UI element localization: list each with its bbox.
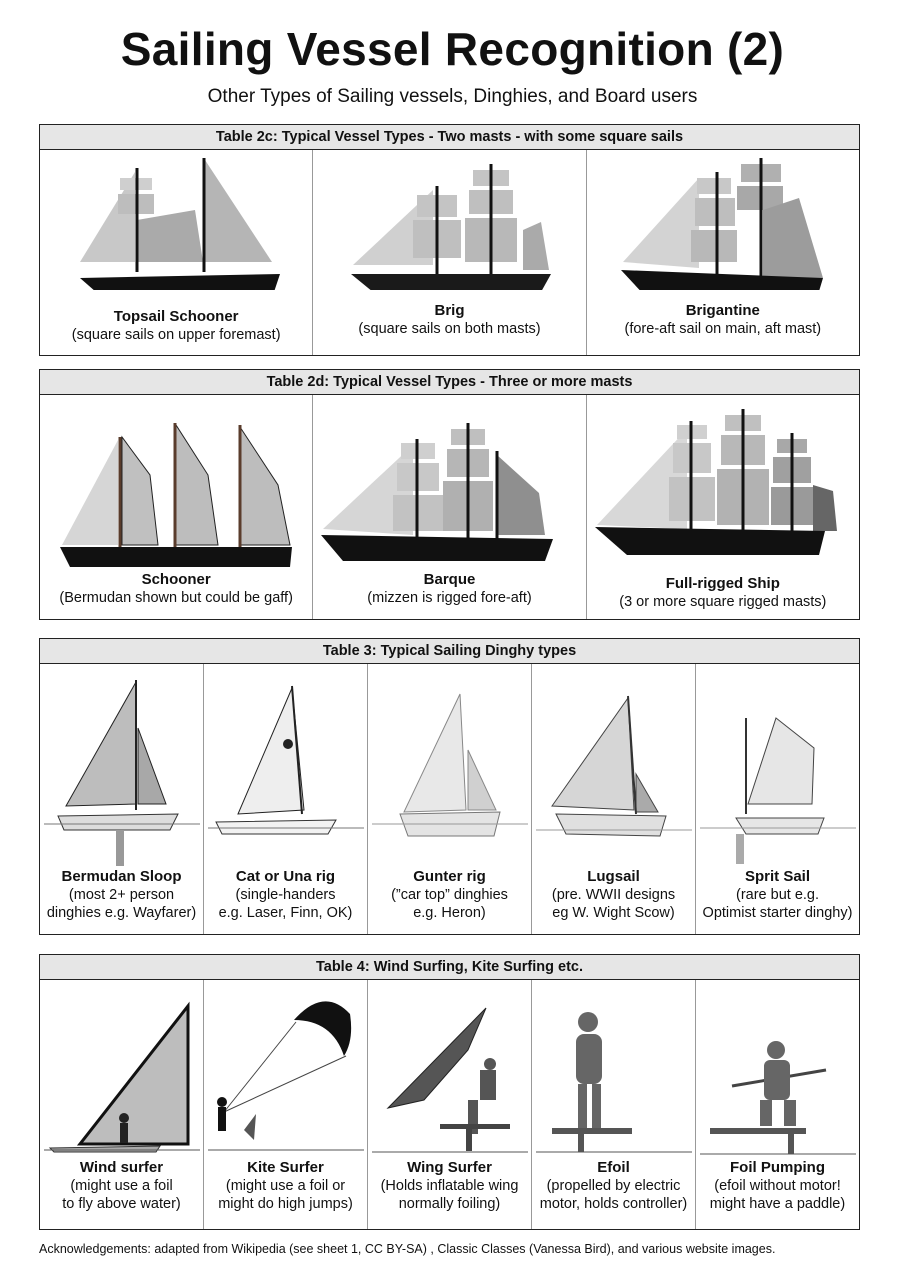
- dinghy-name: Lugsail: [587, 868, 640, 885]
- board-note: normally foiling): [398, 1196, 501, 1212]
- foil-pumping-illustration: [696, 980, 860, 1170]
- vessel-note: (mizzen is rigged fore-aft): [367, 590, 532, 606]
- table-two-masts: [39, 124, 860, 356]
- board-note: (Holds inflatable wing: [380, 1178, 519, 1194]
- dinghy-name: Bermudan Sloop: [61, 868, 182, 885]
- board-note: (propelled by electric: [546, 1178, 681, 1194]
- wing-surfer-illustration: [368, 980, 532, 1170]
- dinghy-note: (most 2+ person: [68, 887, 175, 903]
- cell-brig: [313, 150, 586, 355]
- cell-brigantine: [587, 150, 859, 355]
- dinghy-note: (”car top” dinghies: [391, 887, 508, 903]
- gunter-rig-illustration: [368, 664, 532, 874]
- cell-efoil: [532, 980, 696, 1229]
- board-name: Efoil: [597, 1159, 630, 1176]
- dinghy-name: Cat or Una rig: [235, 868, 336, 885]
- lugsail-illustration: [532, 664, 696, 874]
- cell-wind-surfer: [40, 980, 204, 1229]
- board-name: Foil Pumping: [730, 1159, 825, 1176]
- dinghy-name: Gunter rig: [413, 868, 486, 885]
- table-header: Table 3: Typical Sailing Dinghy types: [40, 639, 859, 664]
- board-name: Wind surfer: [79, 1159, 164, 1176]
- vessel-note: (fore-aft sail on main, aft mast): [624, 321, 822, 337]
- barque-illustration: [313, 395, 586, 575]
- cell-wing-surfer: [368, 980, 532, 1229]
- board-note: (efoil without motor!: [714, 1178, 841, 1194]
- page-subtitle: Other Types of Sailing vessels, Dinghies, and Board users: [207, 86, 698, 107]
- board-name: Wing Surfer: [407, 1159, 492, 1176]
- vessel-name: Topsail Schooner: [113, 308, 239, 325]
- table-three-masts: [39, 369, 860, 620]
- table-dinghy-types: [39, 638, 860, 935]
- table-header: Table 4: Wind Surfing, Kite Surfing etc.: [40, 955, 859, 980]
- dinghy-note: e.g. Heron): [413, 905, 486, 921]
- schooner-illustration: [40, 395, 313, 575]
- board-note: might do high jumps): [218, 1196, 353, 1212]
- vessel-note: (square sails on upper foremast): [71, 327, 281, 343]
- board-note: motor, holds controller): [539, 1196, 688, 1212]
- vessel-note: (Bermudan shown but could be gaff): [59, 590, 293, 606]
- cell-full-rigged-ship: [587, 395, 859, 619]
- topsail-schooner-illustration: [40, 150, 313, 290]
- dinghy-note: eg W. Wight Scow): [552, 905, 675, 921]
- dinghy-note: dinghies e.g. Wayfarer): [46, 905, 197, 921]
- table-board-sports: [39, 954, 860, 1230]
- brig-illustration: [313, 150, 586, 290]
- table-header: Table 2c: Typical Vessel Types - Two masts - with some square sails: [40, 125, 859, 150]
- dinghy-note: e.g. Laser, Finn, OK): [218, 905, 353, 921]
- board-note: (might use a foil or: [225, 1178, 346, 1194]
- board-note: (might use a foil: [70, 1178, 173, 1194]
- board-name: Kite Surfer: [247, 1159, 324, 1176]
- board-note: might have a paddle): [709, 1196, 846, 1212]
- cell-gunter-rig: [368, 664, 532, 934]
- cell-bermudan-sloop: [40, 664, 204, 934]
- dinghy-note: (rare but e.g.: [735, 887, 819, 903]
- dinghy-note: (single-handers: [235, 887, 336, 903]
- vessel-name: Brig: [434, 302, 465, 319]
- brigantine-illustration: [587, 150, 860, 290]
- full-rigged-ship-illustration: [587, 395, 860, 575]
- cell-cat-una-rig: [204, 664, 368, 934]
- board-note: to fly above water): [62, 1196, 181, 1212]
- bermudan-sloop-illustration: [40, 664, 204, 874]
- dinghy-name: Sprit Sail: [744, 868, 811, 885]
- table-header: Table 2d: Typical Vessel Types - Three or more masts: [40, 370, 859, 395]
- vessel-name: Barque: [423, 571, 476, 588]
- cell-topsail-schooner: [40, 150, 313, 355]
- acknowledgements: Acknowledgements: adapted from Wikipedia (see sheet 1, CC BY-SA) , Classic Classes (Vanessa Bird), and various website images.: [39, 1242, 776, 1256]
- cell-barque: [313, 395, 586, 619]
- sprit-sail-illustration: [696, 664, 860, 874]
- kite-surfer-illustration: [204, 980, 368, 1170]
- vessel-name: Schooner: [141, 571, 211, 588]
- page-title: Sailing Vessel Recognition (2): [120, 23, 785, 75]
- vessel-name: Brigantine: [685, 302, 760, 319]
- cell-lugsail: [532, 664, 696, 934]
- cell-sprit-sail: [696, 664, 859, 934]
- dinghy-note: (pre. WWII designs: [551, 887, 676, 903]
- cell-schooner: [40, 395, 313, 619]
- wind-surfer-illustration: [40, 980, 204, 1170]
- vessel-note: (square sails on both masts): [358, 321, 541, 337]
- dinghy-note: Optimist starter dinghy): [702, 905, 853, 921]
- cell-kite-surfer: [204, 980, 368, 1229]
- efoil-illustration: [532, 980, 696, 1170]
- cell-foil-pumping: [696, 980, 859, 1229]
- vessel-name: Full-rigged Ship: [665, 575, 780, 592]
- cat-una-rig-illustration: [204, 664, 368, 874]
- vessel-note: (3 or more square rigged masts): [619, 594, 827, 610]
